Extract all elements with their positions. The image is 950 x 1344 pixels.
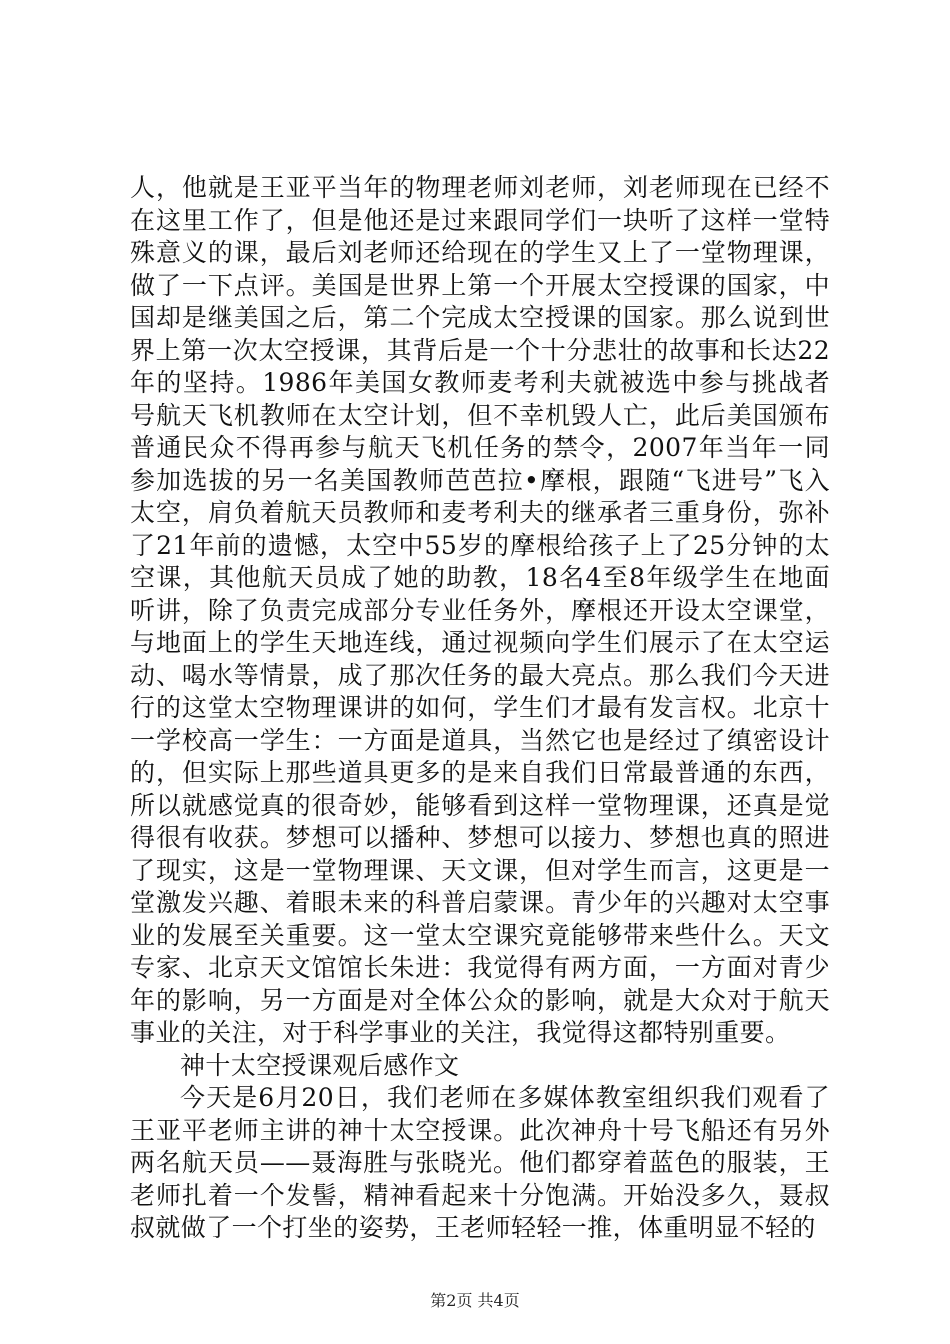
page-footer: 第2页 共4页 (430, 1291, 520, 1310)
body-paragraph: 人，他就是王亚平当年的物理老师刘老师，刘老师现在已经不在这里工作了，但是他还是过来跟同学们一块听了这样一堂特殊意义的课，最后刘老师还给现在的学生又上了一堂物理课，做了一下点评。美国是世界上第一个开展太空授课的国家，中国却是继美国之后，第二个完成太空授课的国家。那么说到世界上第一次太空授课，其背后是一个十分悲壮的故事和长达22年的坚持。1986年美国女教师麦考利夫就被选中参与挑战者号航天飞机教师在太空计划，但不幸机毁人亡，此后美国颁布普通民众不得再参与航天飞机任务的禁令，2007年当年一同参加选拔的另一名美国教师芭芭拉•摩根，跟随“飞进号”飞入太空，肩负着航天员教师和麦考利夫的继承者三重身份，弥补了21年前的遗憾，太空中55岁的摩根给孩子上了25分钟的太空课，其他航天员成了她的助教，18名4至8年级学生在地面听讲，除了负责完成部分专业任务外，摩根还开设太空课堂，与地面上的学生天地连线，通过视频向学生们展示了在太空运动、喝水等情景，成了那次任务的最大亮点。那么我们今天进行的这堂太空物理课讲的如何，学生们才最有发言权。北京十一学校高一学生：一方面是道具，当然它也是经过了缜密设计的，但实际上那些道具更多的是来自我们日常最普通的东西，所以就感觉真的很奇妙，能够看到这样一堂物理课，还真是觉得很有收获。梦想可以播种、梦想可以接力、梦想也真的照进了现实，这是一堂物理课、天文课，但对学生而言，这更是一堂激发兴趣、着眼未来的科普启蒙课。青少年的兴趣对太空事业的发展至关重要。这一堂太空课究竟能够带来些什么。天文专家、北京天文馆馆长朱进：我觉得有两方面，一方面对青少年的影响，另一方面是对全体公众的影响，就是大众对于航天事业的关注，对于科学事业的关注，我觉得这都特别重要。 (130, 173, 830, 1047)
section-title: 神十太空授课观后感作文 (180, 1050, 460, 1080)
document-body (130, 172, 830, 1245)
body-paragraph: 今天是6月20日，我们老师在多媒体教室组织我们观看了王亚平老师主讲的神十太空授课。此次神舟十号飞船还有另外两名航天员——聂海胜与张晓光。他们都穿着蓝色的服装，王老师扎着一个发髻，精神看起来十分饱满。开始没多久，聂叔叔就做了一个打坐的姿势，王老师轻轻一推，体重明显不轻的 (130, 1083, 830, 1242)
